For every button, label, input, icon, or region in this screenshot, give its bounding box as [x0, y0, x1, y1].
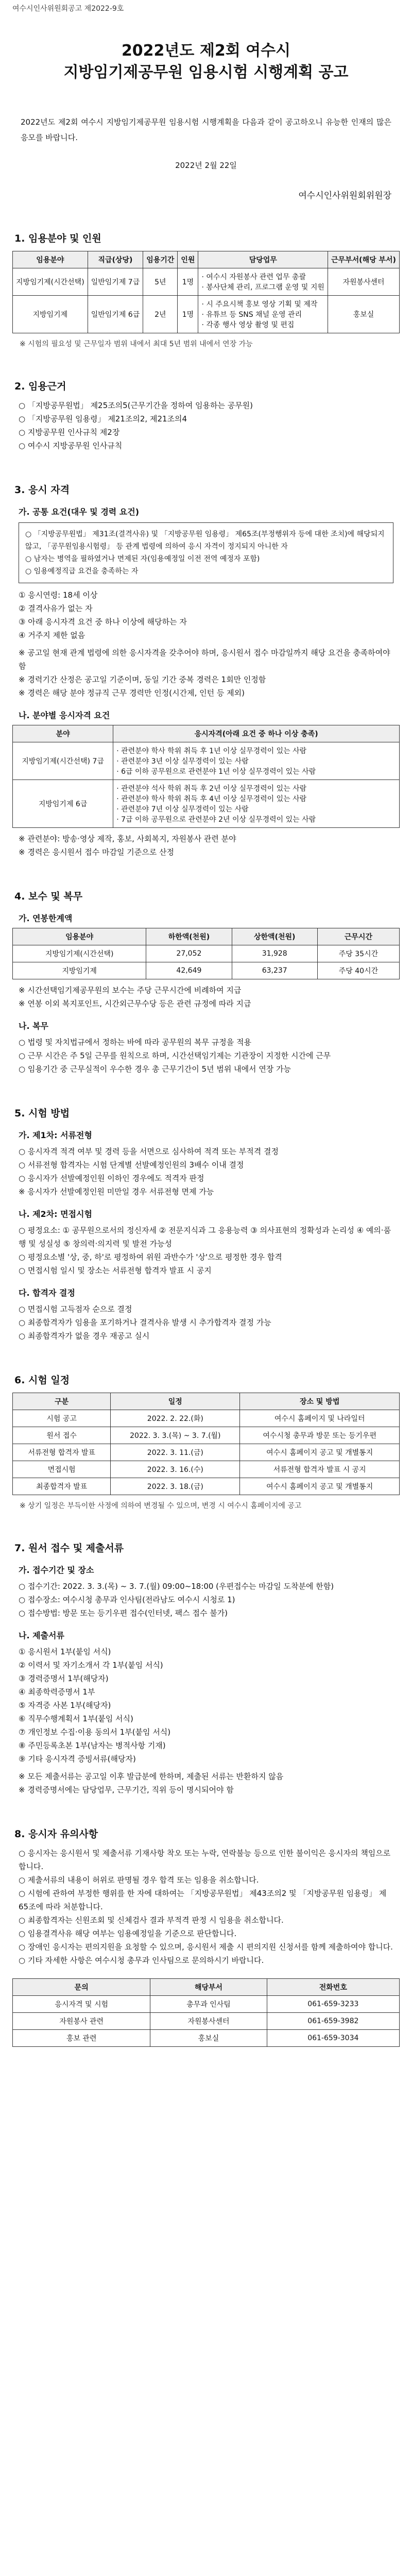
contact-table	[12, 1978, 400, 2047]
table-row	[13, 1444, 400, 1461]
col-header: 근무부서(해당 부서)	[328, 251, 400, 268]
table-cell: 홍보실	[328, 296, 400, 333]
position-table-header	[13, 251, 400, 268]
col-header: 임용분야	[13, 251, 88, 268]
table-cell: 31,928	[232, 945, 317, 962]
table-cell: 홍보실	[150, 2030, 267, 2047]
table-row	[13, 1427, 400, 1444]
section-7-sub-1: 가. 접수기간 및 장소	[19, 1565, 94, 1575]
table-cell: 시험 공고	[13, 1410, 111, 1427]
table-cell: 1명	[178, 268, 198, 296]
section-2-title: 2. 임용근거	[14, 381, 66, 392]
section-3-tail: ※ 관련분야: 방송·영상 제작, 홍보, 사회복지, 자원봉사 관련 분야 ※ 경력은 응시원서 접수 마감일 기준으로 산정	[19, 834, 236, 857]
section-2-text: ○ 「지방공무원법」 제25조의5(근무기간을 정하여 임용하는 공무원) ○ 「지방공무원 임용령」 제21조의2, 제21조의4 ○ 지방공무원 인사규칙 제2장 ○ 여수시 지방공무원 인사규칙	[19, 401, 253, 450]
table-cell: 지방임기제(시간선택)	[13, 268, 88, 296]
col-header: 근무시간	[317, 928, 399, 945]
table-cell: 42,649	[146, 962, 232, 979]
section-3-sub-2: 나. 분야별 응시자격 요건	[19, 710, 110, 720]
table-cell: 2년	[143, 296, 178, 333]
section-7-title: 7. 원서 접수 및 제출서류	[14, 1543, 124, 1554]
section-5-sub-3: 다. 합격자 결정	[19, 1288, 75, 1298]
table-cell: · 시 주요시책 홍보 영상 기획 및 제작 · 유튜브 등 SNS 채널 운영 관리 · 각종 행사 영상 촬영 및 편집	[198, 296, 328, 333]
title-line-1: 2022년도 제2회 여수시	[121, 42, 291, 60]
table-cell: 서류전형 합격자 발표	[13, 1444, 111, 1461]
col-header: 임용기간	[143, 251, 178, 268]
contact-table-header	[13, 1979, 400, 1996]
table-cell: 주당 40시간	[317, 962, 399, 979]
qualification-notes: ※ 공고일 현재 관계 법령에 의한 응시자격을 갖추어야 하며, 응시원서 접수 마감일까지 해당 요건을 충족하여야 함 ※ 경력기간 산정은 공고일 기준이며, 동일 기간 중복 경력은 1회만 인정함 ※ 경력은 해당 분야 정규직 근무 경력만 인정(시간제, 인턴 등 제외)	[19, 648, 390, 698]
table-cell: 서류전형 합격자 발표 시 공지	[240, 1461, 400, 1478]
section-1-note: ※ 시험의 필요성 및 근무일자 범위 내에서 최대 5년 범위 내에서 연장 가능	[20, 340, 253, 348]
col-header: 문의	[13, 1979, 150, 1996]
table-cell: 홍보 관련	[13, 2030, 150, 2047]
table-cell: · 관련분야 석사 학위 취득 후 2년 이상 실무경력이 있는 사람 · 관련분야 학사 학위 취득 후 4년 이상 실무경력이 있는 사람 · 관련분야 7년 이상 실무경력이 있는 사람 · 7급 이하 공무원으로 관련분야 2년 이상 실무경력이 있는 사람	[113, 780, 400, 828]
table-cell: 여수시 홈페이지 및 나라일터	[240, 1410, 400, 1427]
precautions-text: ○ 응시자는 응시원서 및 제출서류 기재사항 착오 또는 누락, 연락불능 등으로 인한 불이익은 응시자의 책임으로 합니다. ○ 제출서류의 내용이 허위로 판명될 경우 합격 또는 임용을 취소합니다. ○ 시험에 관하여 부정한 행위를 한 자에 대하여는 「지방공무원법」 제43조의2 및 「지방공무원 임용령」 제65조에 따라 처분합니다. ○ 최종합격자는 신원조회 및 신체검사 결과 부적격 판정 시 임용을 취소합니다. ○ 임용결격사유 해당 여부는 임용예정일을 기준으로 판단합니다. ○ 장애인 응시자는 편의지원을 요청할 수 있으며, 응시원서 제출 시 편의지원 신청서를 함께 제출하여야 합니다. ○ 기타 자세한 사항은 여수시청 총무과 인사팀으로 문의하시기 바랍니다.	[19, 1849, 393, 1965]
bottom-spacer	[12, 2047, 400, 2078]
section-1-title: 1. 임용분야 및 인원	[14, 233, 101, 244]
table-row	[13, 2030, 400, 2047]
phone-number: 061-659-3982	[267, 2013, 399, 2030]
table-cell: 지방임기제	[13, 962, 146, 979]
qualification-table-header	[13, 725, 400, 742]
section-5-title: 5. 시험 방법	[14, 1108, 70, 1119]
table-cell: 2022. 3. 11.(금)	[111, 1444, 240, 1461]
col-header: 분야	[13, 725, 113, 742]
table-row	[13, 742, 400, 780]
table-cell: 지방임기제	[13, 296, 88, 333]
qualification-table	[12, 725, 400, 828]
col-header: 인원	[178, 251, 198, 268]
position-table	[12, 251, 400, 333]
table-cell: 2022. 3. 16.(수)	[111, 1461, 240, 1478]
table-row	[13, 1996, 400, 2013]
table-row	[13, 296, 400, 333]
table-cell: 주당 35시간	[317, 945, 399, 962]
table-cell: 원서 접수	[13, 1427, 111, 1444]
issuing-organization: 여수시인사위원회위원장	[298, 191, 391, 201]
table-cell: 1명	[178, 296, 198, 333]
table-cell: 27,052	[146, 945, 232, 962]
documents-note: ※ 모든 제출서류는 공고일 이후 발급분에 한하며, 제출된 서류는 반환하지 않음 ※ 경력증명서에는 담당업무, 근무기간, 직위 등이 명시되어야 함	[19, 1772, 284, 1794]
table-cell: 63,237	[232, 962, 317, 979]
col-header: 하한액(천원)	[146, 928, 232, 945]
col-header: 담당업무	[198, 251, 328, 268]
col-header: 직급(상당)	[88, 251, 143, 268]
col-header: 장소 및 방법	[240, 1393, 400, 1410]
title-line-2: 지방임기제공무원 임용시험 시행계획 공고	[63, 63, 349, 81]
section-6-title: 6. 시험 일정	[14, 1375, 70, 1386]
table-cell: 총무과 인사팀	[150, 1996, 267, 2013]
table-cell: 5년	[143, 268, 178, 296]
col-header: 상한액(천원)	[232, 928, 317, 945]
title-block	[12, 40, 400, 83]
table-cell: 일반임기제 6급	[88, 296, 143, 333]
table-row	[13, 1478, 400, 1495]
table-row	[13, 2013, 400, 2030]
schedule-note: ※ 상기 일정은 부득이한 사정에 의하여 변경될 수 있으며, 변경 시 여수시 홈페이지에 공고	[20, 1502, 302, 1510]
table-cell: 자원봉사 관련	[13, 2013, 150, 2030]
col-header: 해당부서	[150, 1979, 267, 1996]
col-header: 일정	[111, 1393, 240, 1410]
table-row	[13, 945, 400, 962]
salary-note: ※ 시간선택임기제공무원의 보수는 주당 근무시간에 비례하여 지급 ※ 연봉 이외 복지포인트, 시간외근무수당 등은 관련 규정에 따라 지급	[19, 986, 251, 1008]
table-cell: 최종합격자 발표	[13, 1478, 111, 1495]
section-3-sub-1: 가. 공통 요건(대우 및 경력 요건)	[19, 507, 140, 517]
table-row	[13, 962, 400, 979]
table-cell: 자원봉사센터	[328, 268, 400, 296]
col-header: 전화번호	[267, 1979, 399, 1996]
table-row	[13, 780, 400, 828]
table-cell: 여수시 홈페이지 공고 및 개별통지	[240, 1444, 400, 1461]
section-4-sub-2: 나. 복무	[19, 1021, 49, 1031]
section-4-sub-1: 가. 연봉한계액	[19, 913, 73, 923]
schedule-table-header	[13, 1393, 400, 1410]
table-cell: 2022. 3. 18.(금)	[111, 1478, 240, 1495]
section-5-sub-2: 나. 제2차: 면접시험	[19, 1209, 92, 1219]
table-cell: 2022. 3. 3.(목) ~ 3. 7.(월)	[111, 1427, 240, 1444]
table-cell: 지방임기제 6급	[13, 780, 113, 828]
section-7-sub-2: 나. 제출서류	[19, 1631, 64, 1640]
table-row	[13, 1410, 400, 1427]
col-header: 구분	[13, 1393, 111, 1410]
section-3-title: 3. 응시 자격	[14, 484, 70, 496]
notice-date: 2022년 2월 22일	[175, 161, 237, 170]
table-cell: · 관련분야 학사 학위 취득 후 1년 이상 실무경력이 있는 사람 · 관련분야 3년 이상 실무경력이 있는 사람 · 6급 이하 공무원으로 관련분야 1년 이상 실무경력이 있는 사람	[113, 742, 400, 780]
table-cell: 일반임기제 7급	[88, 268, 143, 296]
required-documents-list: ① 응시원서 1부(붙임 서식) ② 이력서 및 자기소개서 각 1부(붙임 서식) ③ 경력증명서 1부(해당자) ④ 최종학력증명서 1부 ⑤ 자격증 사본 1부(해당자) ⑥ 직무수행계획서 1부(붙임 서식) ⑦ 개인정보 수집·이용 동의서 1부(붙임 서식) ⑧ 주민등록초본 1부(남자는 병적사항 기재) ⑨ 기타 응시자격 증빙서류(해당자)	[19, 1647, 171, 1764]
table-row	[13, 1461, 400, 1478]
table-cell: 응시자격 및 시험	[13, 1996, 150, 2013]
qualification-box: ○ 「지방공무원법」 제31조(결격사유) 및 「지방공무원 임용령」 제65조(부정행위자 등에 대한 조치)에 해당되지 않고, 「공무원임용시험령」 등 관계 법령에 의하여 응시 자격이 정지되지 아니한 자 ○ 남자는 병역을 필하였거나 면제된 자(임용예정일 이전 전역 예정자 포함) ○ 임용예정직급 요건을 충족하는 자	[19, 522, 393, 583]
table-row	[13, 268, 400, 296]
document-number: 여수시인사위원회공고 제2022-9호	[12, 5, 124, 13]
document-screening-text: ○ 응시자격 적격 여부 및 경력 등을 서면으로 심사하여 적격 또는 부적격 결정 ○ 서류전형 합격자는 시험 단계별 선발예정인원의 3배수 이내 결정 ○ 응시자가 선발예정인원 이하인 경우에도 적격자 판정 ※ 응시자가 선발예정인원 미만일 경우 서류전형 면제 가능	[19, 1147, 279, 1196]
table-cell: 지방임기제(시간선택)	[13, 945, 146, 962]
schedule-table	[12, 1393, 400, 1495]
decision-text: ○ 면접시험 고득점자 순으로 결정 ○ 최종합격자가 임용을 포기하거나 결격사유 발생 시 추가합격자 결정 가능 ○ 최종합격자가 없을 경우 재공고 실시	[19, 1304, 271, 1341]
salary-table-header	[13, 928, 400, 945]
intro-paragraph: 2022년도 제2회 여수시 지방임기제공무원 임용시험 시행계획을 다음과 같이 공고하오니 유능한 인재의 많은 응모를 바랍니다.	[21, 117, 391, 142]
application-period-text: ○ 접수기간: 2022. 3. 3.(목) ~ 3. 7.(월) 09:00~18:00 (우편접수는 마감일 도착분에 한함) ○ 접수장소: 여수시청 총무과 인사팀(전라남도 여수시 시청로 1) ○ 접수방법: 방문 또는 등기우편 접수(인터넷, 팩스 접수 불가)	[19, 1582, 334, 1618]
service-text: ○ 법령 및 자치법규에서 정하는 바에 따라 공무원의 복무 규정을 적용 ○ 근무 시간은 주 5일 근무를 원칙으로 하며, 시간선택임기제는 기관장이 지정한 시간에 근무 ○ 임용기간 중 근무실적이 우수한 경우 총 근무기간이 5년 범위 내에서 연장 가능	[19, 1038, 331, 1074]
table-cell: 자원봉사센터	[150, 2013, 267, 2030]
interview-text: ○ 평정요소: ① 공무원으로서의 정신자세 ② 전문지식과 그 응용능력 ③ 의사표현의 정확성과 논리성 ④ 예의·품행 및 성실성 ⑤ 창의력·의지력 및 발전 가능성 ○ 평정요소별 '상, 중, 하'로 평정하여 위원 과반수가 '상'으로 평정한 경우 합격 ○ 면접시험 일시 및 장소는 서류전형 합격자 발표 시 공지	[19, 1226, 391, 1275]
salary-table	[12, 928, 400, 979]
section-8-title: 8. 응시자 유의사항	[14, 1828, 98, 1840]
section-4-title: 4. 보수 및 복무	[14, 891, 83, 902]
phone-number: 061-659-3034	[267, 2030, 399, 2047]
col-header: 응시자격(아래 요건 중 하나 이상 충족)	[113, 725, 400, 742]
table-cell: 면접시험	[13, 1461, 111, 1478]
table-cell: 지방임기제(시간선택) 7급	[13, 742, 113, 780]
table-cell: 여수시 홈페이지 공고 및 개별통지	[240, 1478, 400, 1495]
table-cell: 2022. 2. 22.(화)	[111, 1410, 240, 1427]
qualification-list: ① 응시연령: 18세 이상 ② 결격사유가 없는 자 ③ 아래 응시자격 요건 중 하나 이상에 해당하는 자 ④ 거주지 제한 없음	[19, 590, 187, 640]
table-cell: · 여수시 자원봉사 관련 업무 총괄 · 봉사단체 관리, 프로그램 운영 및 지원	[198, 268, 328, 296]
section-5-sub-1: 가. 제1차: 서류전형	[19, 1130, 92, 1140]
phone-number: 061-659-3233	[267, 1996, 399, 2013]
table-cell: 여수시청 총무과 방문 또는 등기우편	[240, 1427, 400, 1444]
col-header: 임용분야	[13, 928, 146, 945]
